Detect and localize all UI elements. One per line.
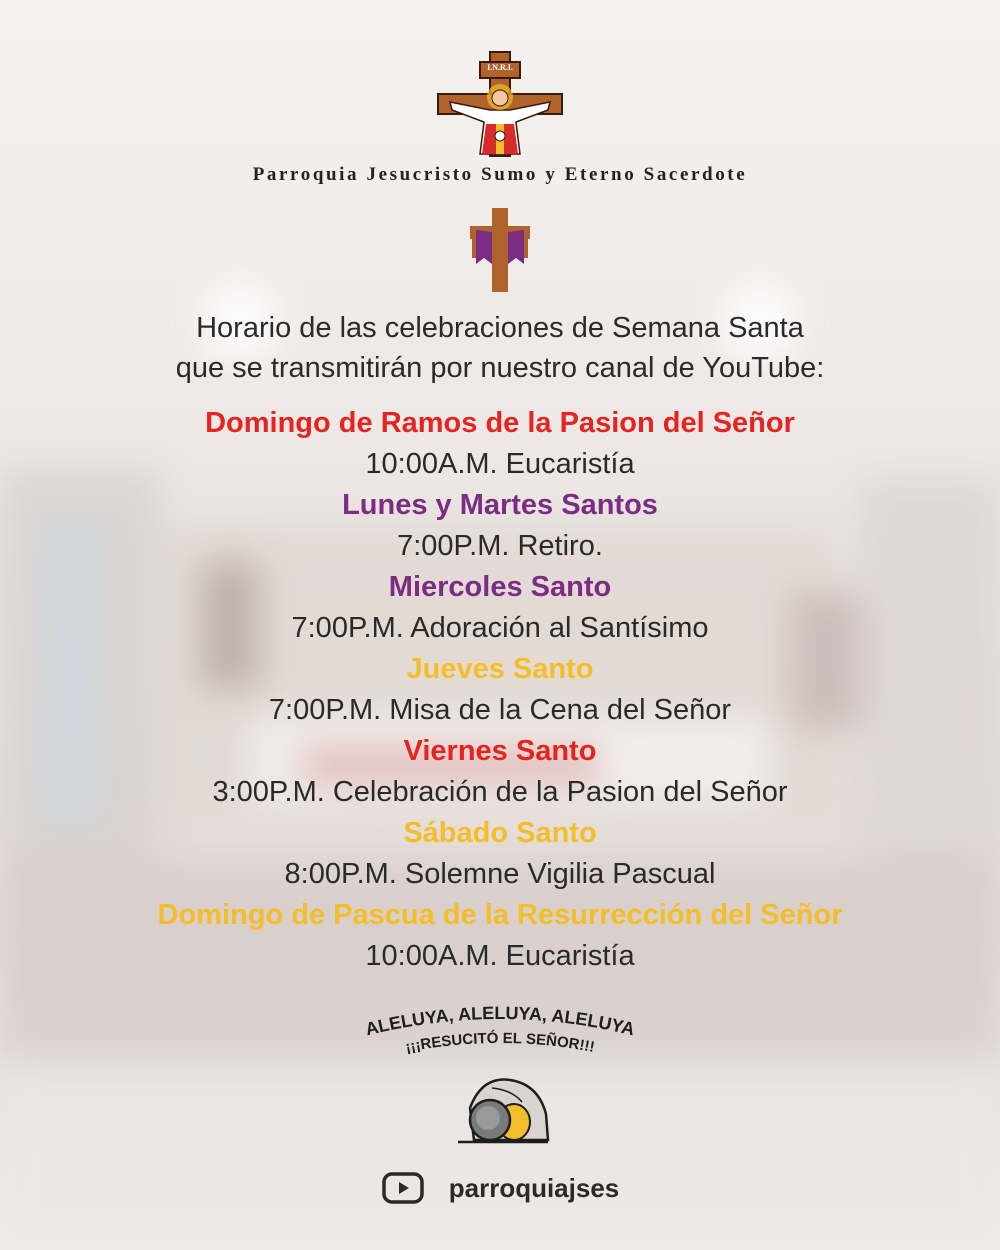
intro-line-2: que se transmitirán por nuestro canal de YouTube:: [175, 352, 825, 384]
schedule-intro: [0, 308, 1000, 388]
social-footer: [0, 1168, 1000, 1208]
schedule-day-title: Domingo de Pascua de la Resurrección del Señor: [157, 899, 843, 931]
schedule-day-title: Lunes y Martes Santos: [342, 489, 658, 521]
schedule-day-title: Domingo de Ramos de la Pasion del Señor: [205, 407, 795, 439]
youtube-handle[interactable]: parroquiajses: [448, 1172, 620, 1203]
banner-line-1: ALELUYA, ALELUYA, ALELUYA: [363, 1002, 637, 1040]
schedule-event-time: 7:00P.M. Adoración al Santísimo: [291, 612, 709, 644]
schedule-event-time: 10:00A.M. Eucaristía: [365, 940, 635, 972]
banner-line-2: ¡¡¡RESUCITÓ EL SEÑOR!!!: [404, 1029, 596, 1057]
svg-text:¡¡¡RESUCITÓ EL SEÑOR!!!: [404, 1029, 596, 1056]
schedule-day-title: Sábado Santo: [403, 817, 597, 849]
schedule-event-time: 3:00P.M. Celebración de la Pasion del Señor: [212, 776, 788, 808]
intro-line-1: Horario de las celebraciones de Semana Santa: [196, 312, 804, 344]
schedule-event-time: 7:00P.M. Misa de la Cena del Señor: [268, 694, 732, 726]
schedule-event-time: 7:00P.M. Retiro.: [397, 530, 603, 562]
schedule-day-title: Miercoles Santo: [388, 571, 612, 603]
schedule-day-title: Jueves Santo: [406, 653, 594, 685]
parish-name: Parroquia Jesucristo Sumo y Eterno Sacerdote: [252, 164, 748, 185]
schedule-event-time: 8:00P.M. Solemne Vigilia Pascual: [284, 858, 716, 890]
youtube-icon[interactable]: [381, 1171, 425, 1205]
empty-tomb-icon: [452, 1068, 552, 1148]
inri-plaque: I.N.R.I.: [487, 63, 513, 72]
lent-cross-icon: [466, 206, 534, 294]
schedule-day-title: Viernes Santo: [403, 735, 597, 767]
schedule-event-time: 10:00A.M. Eucaristía: [365, 448, 635, 480]
celebration-schedule: [0, 403, 1000, 977]
